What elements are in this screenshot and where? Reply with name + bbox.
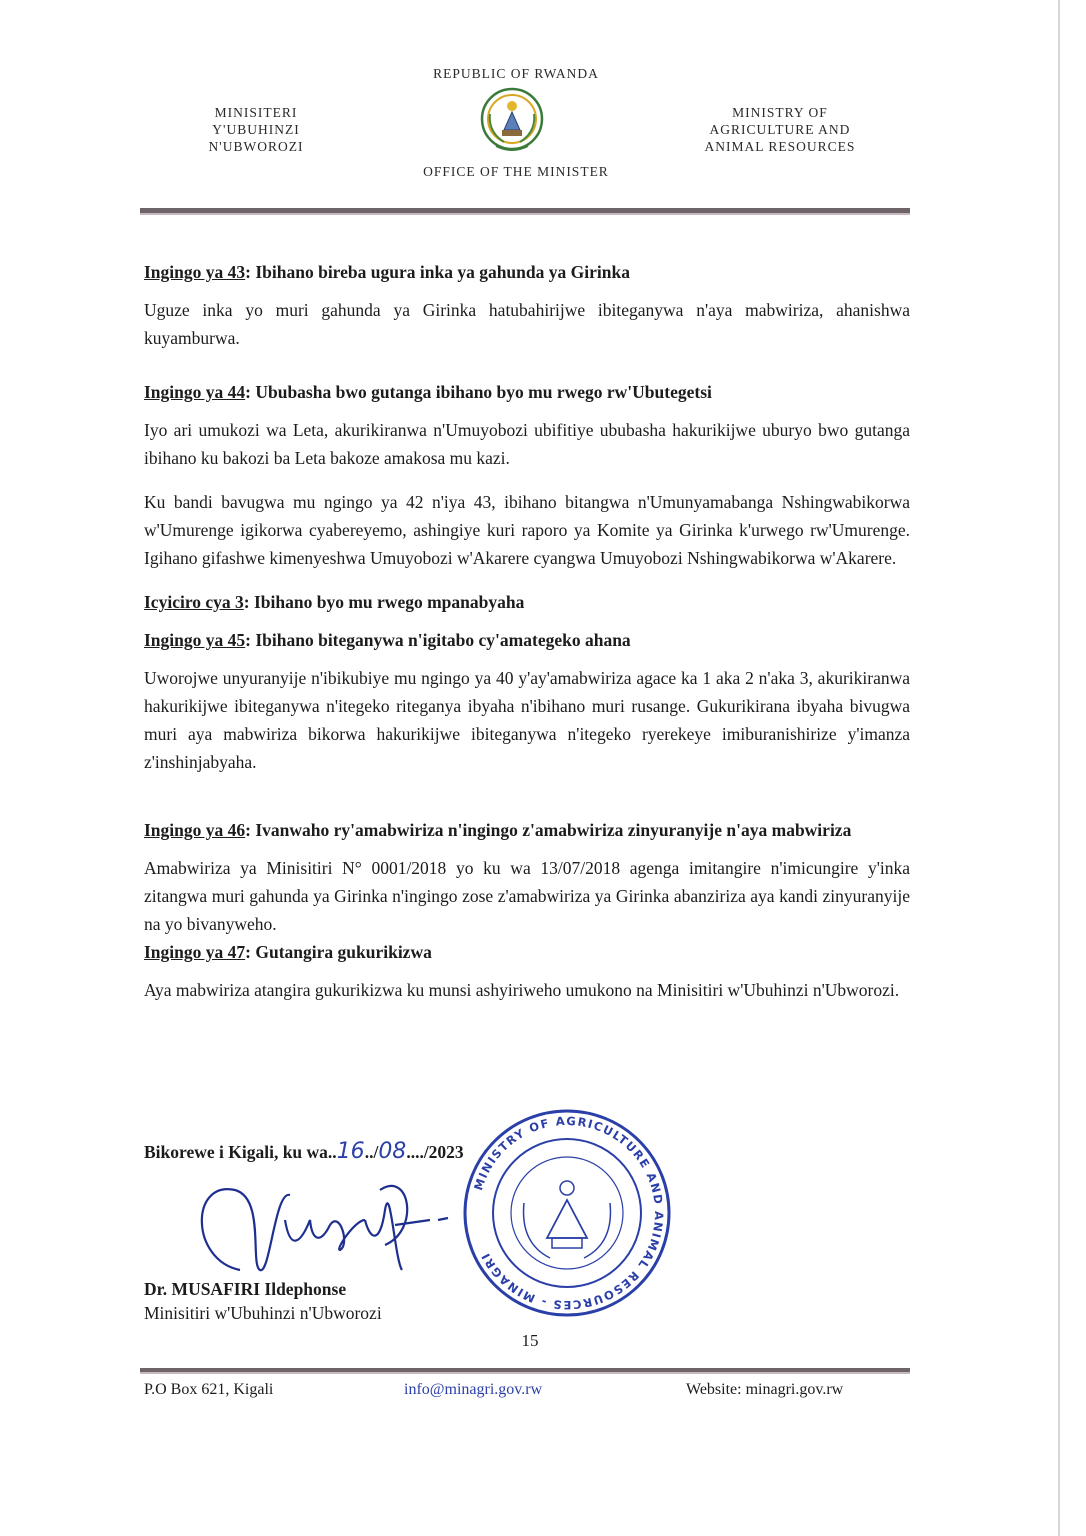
article-label: Ingingo ya 43 (144, 262, 246, 282)
seal-ring-text: MINISTRY OF AGRICULTURE AND ANIMAL RESOURCES - MINAGRI (471, 1113, 667, 1313)
signed-day: 16 (336, 1139, 365, 1164)
letterhead-left-line: N'UBWOROZI (208, 139, 304, 154)
letterhead-left (146, 104, 366, 155)
signed-month: 08 (378, 1139, 407, 1164)
letterhead-left-line: MINISITERI (214, 105, 298, 120)
article-label: Ingingo ya 44 (144, 382, 246, 402)
article-title: : Ivanwaho ry'amabwiriza n'ingingo z'amabwiriza zinyuranyije n'aya mabwiriza (245, 820, 852, 840)
signed-year: ..../2023 (406, 1142, 464, 1162)
footer-rule (140, 1368, 910, 1374)
letterhead-right (670, 104, 890, 155)
footer-address: P.O Box 621, Kigali (144, 1381, 274, 1398)
signatory-title: Minisitiri w'Ubuhinzi n'Ubworozi (144, 1303, 382, 1323)
republic-heading: REPUBLIC OF RWANDA (433, 66, 599, 81)
article-title: : Gutangira gukurikizwa (245, 942, 432, 962)
article-46-paragraph: Amabwiriza ya Minisitiri N° 0001/2018 yo ku wa 13/07/2018 agenga imitangire n'imicungire y'inka zitangwa muri gahunda ya Girinka n'ingingo zose z'amabwiriza ya Girinka abanziriza aya kandi zinyuranyije na yo bivanyweho. (144, 858, 910, 934)
signed-at-prefix: Bikorewe i Kigali, ku wa.. (144, 1142, 337, 1162)
article-43-heading (144, 258, 910, 286)
scan-edge-line (1058, 0, 1060, 1536)
article-44-paragraph-1: Iyo ari umukozi wa Leta, akurikiranwa n'Umuyobozi ubifitiye ububasha hakurikijwe uburyo bwo gutanga ibihano ku bakozi ba Leta bakoze amakosa mu kazi. (144, 420, 910, 468)
article-title: : Ububasha bwo gutanga ibihano byo mu rwego rw'Ubutegetsi (245, 382, 712, 402)
article-title: : Ibihano biteganywa n'igitabo cy'amategeko ahana (245, 630, 631, 650)
ministry-seal-icon (462, 1108, 672, 1318)
signatory-name: Dr. MUSAFIRI Ildephonse (144, 1279, 347, 1299)
article-label: Ingingo ya 46 (144, 820, 246, 840)
document-body (144, 258, 910, 1004)
header-rule (140, 208, 910, 215)
rwanda-emblem-icon (474, 86, 550, 156)
article-45-heading (144, 626, 910, 654)
office-heading: OFFICE OF THE MINISTER (423, 164, 609, 179)
letterhead-left-line: Y'UBUHINZI (212, 122, 300, 137)
article-label: Ingingo ya 45 (144, 630, 246, 650)
page-number: 15 (521, 1331, 539, 1350)
article-47-heading (144, 938, 910, 966)
letterhead-right-line: AGRICULTURE AND (709, 122, 851, 137)
article-46-heading (144, 816, 910, 844)
article-44-paragraph-2: Ku bandi bavugwa mu ngingo ya 42 n'iya 43, ibihano bitangwa n'Umunyamabanga Nshingwabikorwa w'Umurenge igikorwa cyabereyemo, ashingiye kuri raporo ya Komite ya Girinka k'urwego rw'Umurenge. Igihano gifashwe kimenyeshwa Umuyobozi w'Akarere cyangwa Umuyobozi Nshingwabikorwa w'Akarere. (144, 492, 910, 568)
article-47-paragraph: Aya mabwiriza atangira gukurikizwa ku munsi ashyiriweho umukono na Minisitiri w'Ubuhinzi n'Ubworozi. (144, 980, 900, 1000)
article-title: : Ibihano bireba ugura inka ya gahunda ya Girinka (245, 262, 630, 282)
section-label: Icyiciro cya 3 (144, 592, 244, 612)
date-separator: ../ (364, 1142, 379, 1162)
article-label: Ingingo ya 47 (144, 942, 246, 962)
section-title: : Ibihano byo mu rwego mpanabyaha (243, 592, 525, 612)
footer-email-link[interactable]: info@minagri.gov.rw (404, 1381, 543, 1398)
section-3-heading (144, 588, 910, 616)
letterhead-right-line: ANIMAL RESOURCES (704, 139, 856, 154)
handwritten-signature-icon (180, 1150, 480, 1290)
article-45-paragraph: Uworojwe unyuranyije n'ibikubiye mu ngingo ya 40 y'ay'amabwiriza agace ka 1 aka 2 n'aka 3, akurikiranwa hakurikijwe ibiteganywa n'itegeko riteganya ibyaha n'ibihano muri rusange. Gukurikirana ibyaha bivugwa muri aya mabwiriza bikorwa hakurikijwe ibiteganywa n'itegeko ryerekeye imiburanishirize y'imanza z'inshinjabyaha. (144, 668, 910, 772)
svg-text:MINISTRY OF AGRICULTURE AND AN (471, 1114, 666, 1312)
article-43-paragraph: Uguze inka yo muri gahunda ya Girinka hatubahirijwe ibiteganywa n'aya mabwiriza, ahanishwa kuyamburwa. (144, 300, 910, 348)
footer-website: Website: minagri.gov.rw (686, 1381, 844, 1398)
letterhead-right-line: MINISTRY OF (732, 105, 828, 120)
article-44-heading (144, 378, 910, 406)
